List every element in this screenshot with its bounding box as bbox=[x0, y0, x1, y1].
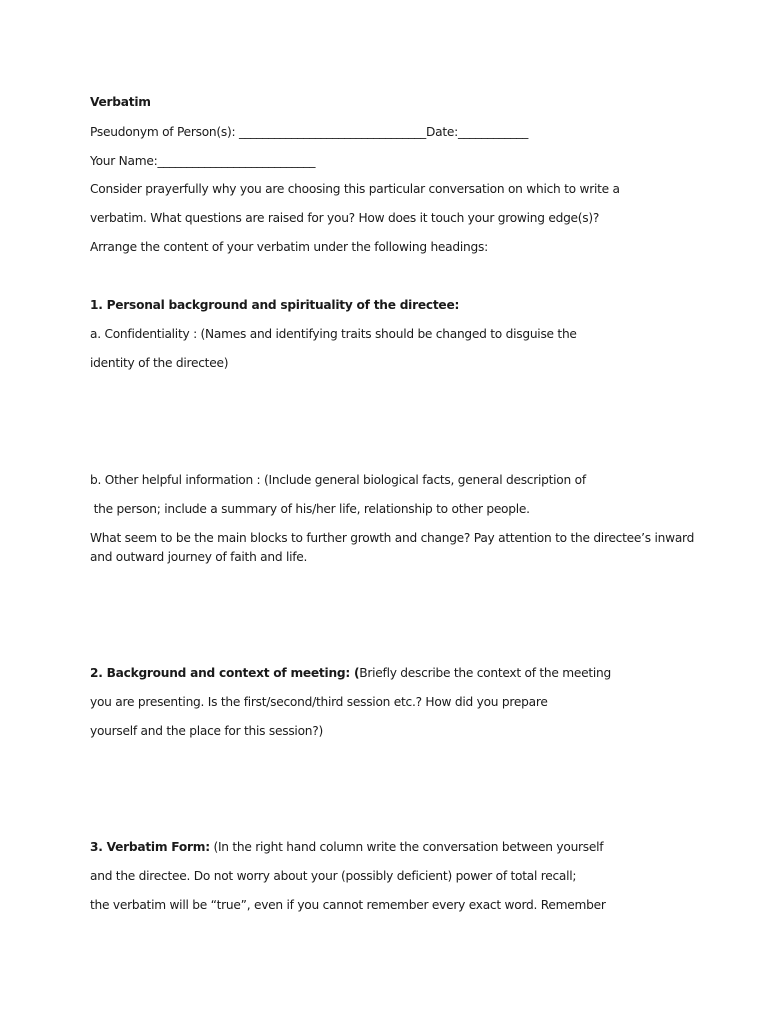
document-title: Verbatim bbox=[90, 95, 151, 109]
section-1a-line-1: a. Confidentiality : (Names and identifying traits should be changed to disguise the bbox=[90, 327, 577, 341]
intro-line-2: verbatim. What questions are raised for you? How does it touch your growing edge(s)? bbox=[90, 211, 600, 225]
section-2-heading-rest: Briefly describe the context of the meeting bbox=[359, 666, 612, 680]
section-2-line-3: yourself and the place for this session?) bbox=[90, 724, 323, 738]
section-1a-line-2: identity of the directee) bbox=[90, 356, 229, 370]
pseudonym-date-field-line: Pseudonym of Person(s): ________________________________Date:____________ bbox=[90, 125, 529, 139]
section-1b-line-1: b. Other helpful information : (Include general biological facts, general description of bbox=[90, 473, 586, 487]
section-3-line-2: and the directee. Do not worry about your (possibly deficient) power of total recall; bbox=[90, 869, 577, 883]
intro-line-1: Consider prayerfully why you are choosing this particular conversation on which to write a bbox=[90, 182, 620, 196]
section-1b-line-2: the person; include a summary of his/her life, relationship to other people. bbox=[90, 502, 530, 516]
section-1b-line-3: What seem to be the main blocks to further growth and change? Pay attention to the directee’s inward bbox=[90, 531, 695, 545]
section-2-line-2: you are presenting. Is the first/second/third session etc.? How did you prepare bbox=[90, 695, 548, 709]
intro-line-3: Arrange the content of your verbatim under the following headings: bbox=[90, 240, 488, 254]
section-3-line-3: the verbatim will be “true”, even if you cannot remember every exact word. Remember bbox=[90, 898, 606, 912]
section-3-heading bbox=[90, 839, 603, 855]
section-3-heading-bold: 3. Verbatim Form: bbox=[90, 840, 210, 854]
section-1b-line-4: and outward journey of faith and life. bbox=[90, 550, 308, 564]
your-name-field-line: Your Name:___________________________ bbox=[90, 154, 316, 168]
section-2-heading bbox=[90, 665, 611, 681]
section-3-heading-rest: (In the right hand column write the conversation between yourself bbox=[209, 840, 604, 854]
section-2-heading-bold: 2. Background and context of meeting: ( bbox=[90, 666, 360, 680]
section-1-heading: 1. Personal background and spirituality of the directee: bbox=[90, 298, 460, 312]
